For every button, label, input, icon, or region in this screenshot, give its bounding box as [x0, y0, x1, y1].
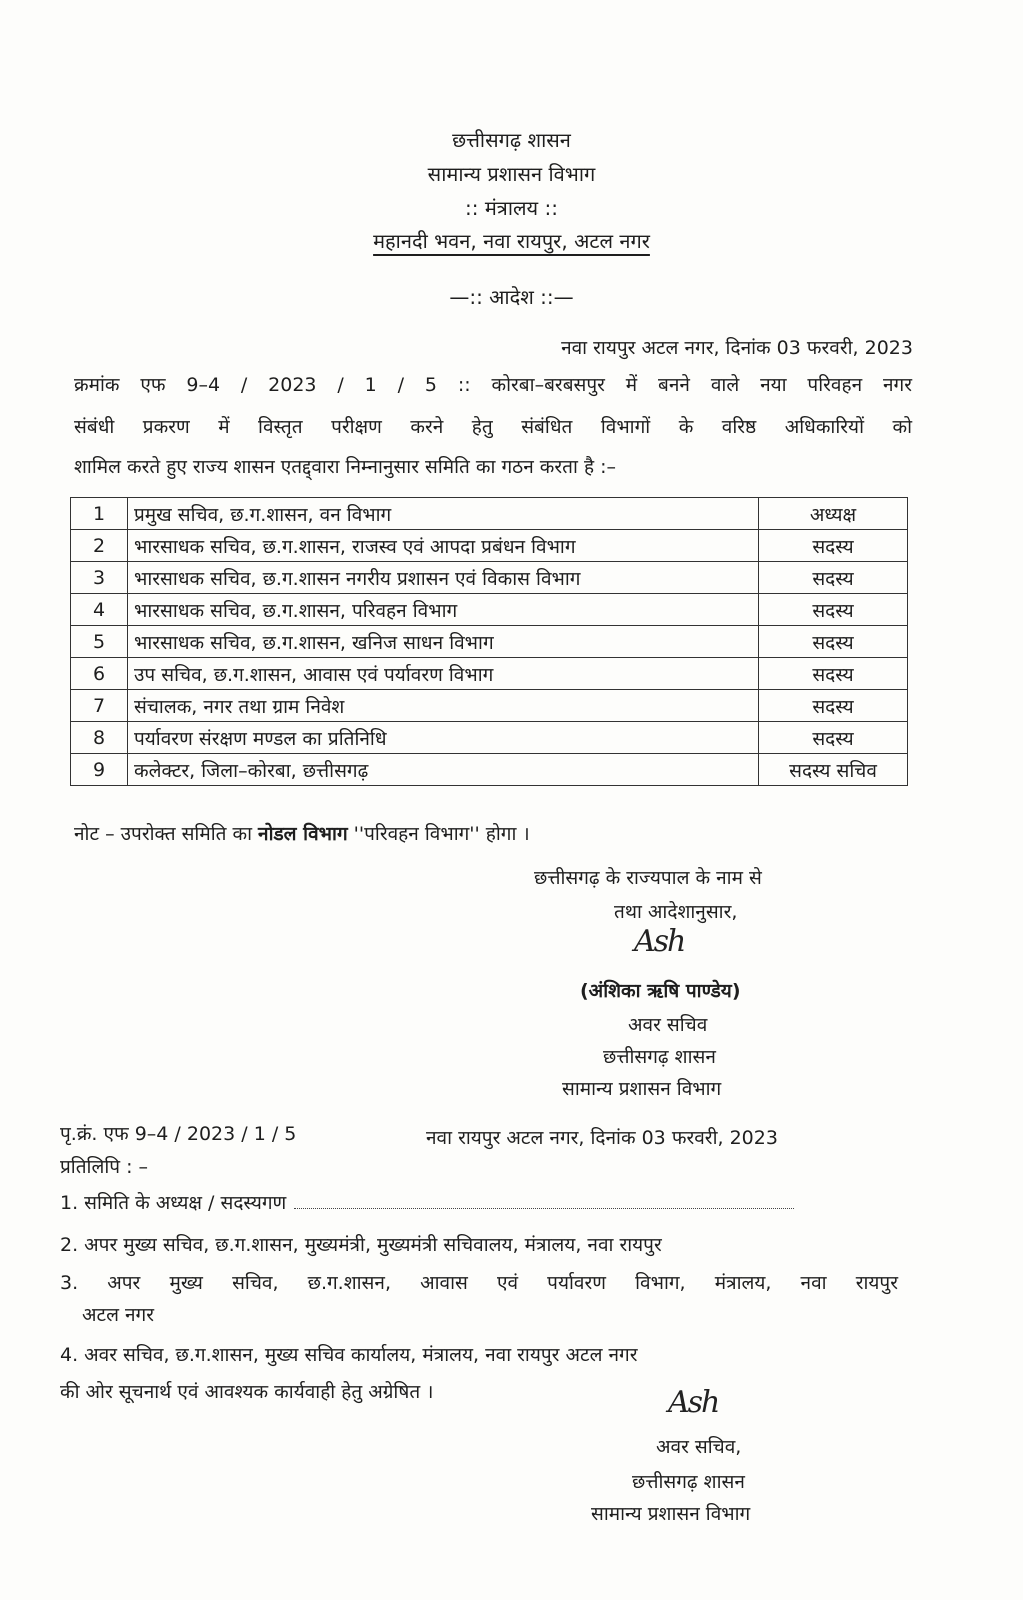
copy-item-1-text: 1. समिति के अध्यक्ष / सदस्यगण [60, 1192, 287, 1214]
signatory-govt: छत्तीसगढ़ शासन [603, 1046, 716, 1068]
member-name: पर्यावरण संरक्षण मण्डल का प्रतिनिधि [128, 722, 759, 754]
committee-table [70, 497, 908, 786]
footer-designation: अवर सचिव, [656, 1436, 742, 1458]
member-no: 8 [71, 722, 128, 754]
member-name: कलेक्टर, जिला–कोरबा, छत्तीसगढ़ [128, 754, 759, 786]
member-role: सदस्य [759, 562, 908, 594]
member-no: 3 [71, 562, 128, 594]
signatory-name: (अंशिका ऋषि पाण्डेय) [580, 980, 741, 1002]
member-no: 1 [71, 498, 128, 530]
header-department: सामान्य प्रशासन विभाग [427, 162, 596, 186]
member-role: अध्यक्ष [759, 498, 908, 530]
intro-line-2: संबंधी प्रकरण में विस्तृत परीक्षण करने हेतु संबंधित विभागों के वरिष्ठ अधिकारियों को [74, 416, 912, 438]
endorsement-date: नवा रायपुर अटल नगर, दिनांक 03 फरवरी, 2023 [426, 1127, 778, 1149]
member-no: 2 [71, 530, 128, 562]
member-no: 4 [71, 594, 128, 626]
dotted-line [294, 1194, 794, 1209]
signature-2: Ash [668, 1385, 719, 1420]
intro-line-1: क्रमांक एफ 9–4 / 2023 / 1 / 5 :: कोरबा–बरबसपुर में बनने वाले नया परिवहन नगर [74, 374, 912, 396]
copy-item-2: 2. अपर मुख्य सचिव, छ.ग.शासन, मुख्यमंत्री, मुख्यमंत्री सचिवालय, मंत्रालय, नवा रायपुर [60, 1234, 662, 1256]
note-prefix: नोट – उपरोक्त समिति का [74, 823, 259, 845]
member-role: सदस्य [759, 722, 908, 754]
footer-dept: सामान्य प्रशासन विभाग [591, 1503, 751, 1525]
member-name: प्रमुख सचिव, छ.ग.शासन, वन विभाग [128, 498, 759, 530]
signatory-designation: अवर सचिव [628, 1014, 708, 1036]
table-row [71, 626, 908, 658]
closing-line: की ओर सूचनार्थ एवं आवश्यक कार्यवाही हेतु अग्रेषित । [60, 1381, 434, 1403]
copy-item-4: 4. अवर सचिव, छ.ग.शासन, मुख्य सचिव कार्यालय, मंत्रालय, नवा रायपुर अटल नगर [60, 1344, 638, 1366]
member-role: सदस्य [759, 658, 908, 690]
member-name: उप सचिव, छ.ग.शासन, आवास एवं पर्यावरण विभाग [128, 658, 759, 690]
member-name: भारसाधक सचिव, छ.ग.शासन नगरीय प्रशासन एवं विकास विभाग [128, 562, 759, 594]
copy-item-3b: अटल नगर [82, 1304, 155, 1326]
table-row [71, 754, 908, 786]
copy-item-3a: 3. अपर मुख्य सचिव, छ.ग.शासन, आवास एवं पर्यावरण विभाग, मंत्रालय, नवा रायपुर [60, 1272, 898, 1294]
member-name: भारसाधक सचिव, छ.ग.शासन, खनिज साधन विभाग [128, 626, 759, 658]
member-role: सदस्य [759, 530, 908, 562]
note [74, 820, 530, 846]
endorsement-ref: पृ.क्रं. एफ 9–4 / 2023 / 1 / 5 [60, 1123, 297, 1145]
header-govt: छत्तीसगढ़ शासन [452, 128, 571, 152]
header-address: महानदी भवन, नवा रायपुर, अटल नगर [373, 229, 650, 253]
table-row [71, 690, 908, 722]
order-date: नवा रायपुर अटल नगर, दिनांक 03 फरवरी, 2023 [561, 337, 913, 359]
member-name: भारसाधक सचिव, छ.ग.शासन, परिवहन विभाग [128, 594, 759, 626]
member-role: सदस्य [759, 594, 908, 626]
authority-line-1: छत्तीसगढ़ के राज्यपाल के नाम से [534, 867, 762, 889]
footer-govt: छत्तीसगढ़ शासन [632, 1471, 745, 1493]
table-row [71, 658, 908, 690]
note-suffix: ''परिवहन विभाग'' होगा । [347, 823, 530, 845]
copy-label: प्रतिलिपि : – [60, 1156, 149, 1178]
table-row [71, 722, 908, 754]
table-row [71, 594, 908, 626]
signatory-dept: सामान्य प्रशासन विभाग [562, 1078, 722, 1100]
authority-line-2: तथा आदेशानुसार, [614, 901, 738, 923]
signature-1: Ash [634, 924, 685, 959]
member-name: भारसाधक सचिव, छ.ग.शासन, राजस्व एवं आपदा प्रबंधन विभाग [128, 530, 759, 562]
table-row [71, 498, 908, 530]
table-row [71, 562, 908, 594]
member-no: 6 [71, 658, 128, 690]
member-role: सदस्य [759, 690, 908, 722]
member-no: 7 [71, 690, 128, 722]
member-no: 5 [71, 626, 128, 658]
table-row [71, 530, 908, 562]
member-role: सदस्य सचिव [759, 754, 908, 786]
order-title: —:: आदेश ::— [449, 285, 574, 309]
member-no: 9 [71, 754, 128, 786]
member-role: सदस्य [759, 626, 908, 658]
intro-line-3: शामिल करते हुए राज्य शासन एतद्द्वारा निम्नानुसार समिति का गठन करता है :– [74, 456, 616, 478]
copy-item-1 [60, 1189, 794, 1215]
header-ministry: :: मंत्रालय :: [464, 196, 558, 220]
member-name: संचालक, नगर तथा ग्राम निवेश [128, 690, 759, 722]
note-bold: नोडल विभाग [258, 823, 348, 845]
